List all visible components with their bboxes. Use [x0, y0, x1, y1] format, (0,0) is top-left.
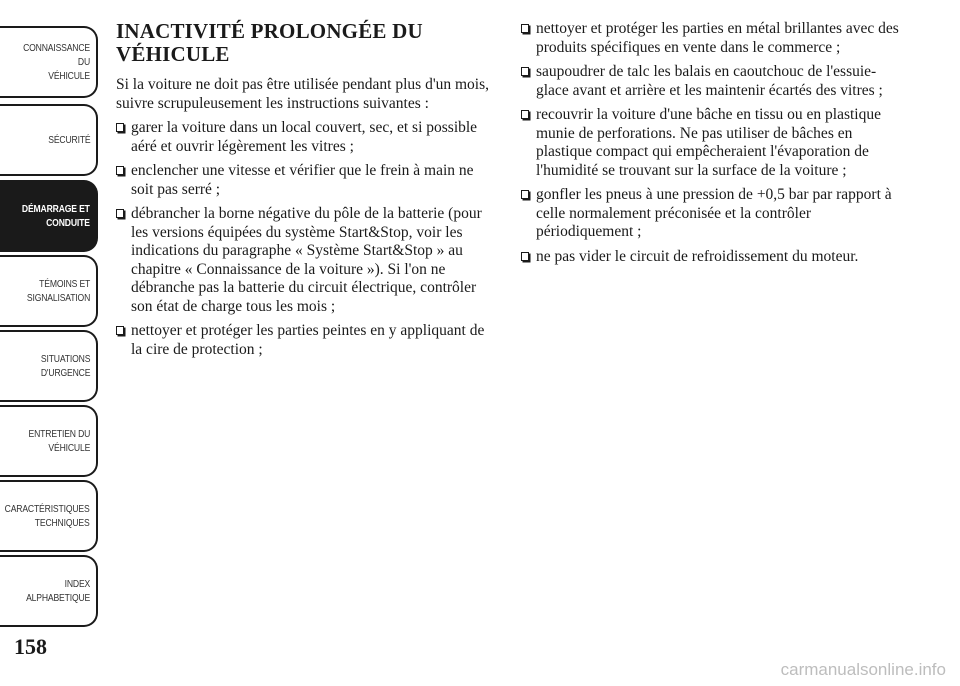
tab-demarrage-et-conduite[interactable] [0, 180, 98, 252]
list-item [521, 186, 901, 242]
list-item-text: nettoyer et protéger les parties peintes en y appliquant de la cire de protection ; [131, 322, 485, 358]
checkbox-bullet-icon [521, 110, 529, 119]
instruction-list-left [116, 119, 496, 359]
tab-label: SITUATIONS D'URGENCE [40, 353, 90, 379]
right-column [521, 20, 901, 272]
tab-situations-d-urgence[interactable] [0, 330, 98, 402]
tab-label: ENTRETIEN DU VÉHICULE [28, 428, 90, 454]
tab-label: SÉCURITÉ [47, 134, 90, 146]
checkbox-bullet-icon [521, 67, 529, 76]
checkbox-bullet-icon [521, 252, 529, 261]
list-item-text: recouvrir la voiture d'une bâche en tissu ou en plastique munie de perforations. Ne pas utiliser de bâches en plastique compact qui empêcheraient l'évaporation de l'humidité se trouvant sur la surface de la voiture ; [536, 106, 881, 179]
checkbox-bullet-icon [116, 123, 124, 132]
list-item [521, 106, 901, 180]
list-item-text: ne pas vider le circuit de refroidissement du moteur. [536, 247, 859, 265]
checkbox-bullet-icon [521, 190, 529, 199]
tab-entretien-du-vehicule[interactable] [0, 405, 98, 477]
intro-paragraph: Si la voiture ne doit pas être utilisée pendant plus d'un mois, suivre scrupuleusement les instructions suivantes : [116, 76, 490, 112]
tab-label: TÉMOINS ET SIGNALISATION [26, 278, 90, 304]
section-title: INACTIVITÉ PROLONGÉE DU VÉHICULE [116, 19, 423, 66]
list-item [521, 63, 901, 100]
checkbox-bullet-icon [116, 166, 124, 175]
left-column [116, 20, 496, 365]
list-item-text: saupoudrer de talc les balais en caoutchouc de l'essuie-glace avant et arrière et les maintenir écartés des vitres ; [536, 63, 883, 99]
list-item-text: garer la voiture dans un local couvert, sec, et si possible aéré et ouvrir légèrement les vitres ; [131, 119, 478, 155]
tab-index-alphabetique[interactable] [0, 555, 98, 627]
tab-label: INDEX ALPHABETIQUE [25, 578, 90, 604]
tab-label: DÉMARRAGE ET CONDUITE [22, 203, 90, 229]
checkbox-bullet-icon [521, 24, 529, 33]
list-item [116, 119, 496, 156]
watermark: carmanualsonline.info [780, 660, 946, 679]
list-item-text: débrancher la borne négative du pôle de la batterie (pour les versions équipées du système Start&Stop, voir les indications du paragraphe « Système Start&Stop » au chapitre « Connaissance de la voiture »). Si l'on ne débranche pas la batterie du circuit électrique, contrôler son état de charge tous les mois ; [131, 205, 482, 315]
chapter-tabs [0, 0, 104, 640]
list-item-text: gonfler les pneus à une pression de +0,5 bar par rapport à celle normalement préconisée et la contrôler périodiquement ; [536, 186, 892, 240]
checkbox-bullet-icon [116, 326, 124, 335]
tab-label: CARACTÉRISTIQUES TECHNIQUES [5, 503, 90, 529]
list-item [521, 248, 901, 267]
checkbox-bullet-icon [116, 209, 124, 218]
tab-connaissance-du-vehicule[interactable] [0, 26, 98, 98]
tab-caracteristiques-techniques[interactable] [0, 480, 98, 552]
list-item [521, 20, 901, 57]
page-number: 158 [14, 634, 47, 659]
list-item [116, 205, 496, 316]
list-item-text: nettoyer et protéger les parties en métal brillantes avec des produits spécifiques en vente dans le commerce ; [536, 20, 899, 56]
list-item [116, 322, 496, 359]
tab-temoins-et-signalisation[interactable] [0, 255, 98, 327]
tab-label: CONNAISSANCE DU VÉHICULE [23, 42, 90, 82]
instruction-list-right [521, 20, 901, 266]
list-item-text: enclencher une vitesse et vérifier que le frein à main ne soit pas serré ; [131, 162, 474, 198]
tab-securite[interactable] [0, 104, 98, 176]
list-item [116, 162, 496, 199]
